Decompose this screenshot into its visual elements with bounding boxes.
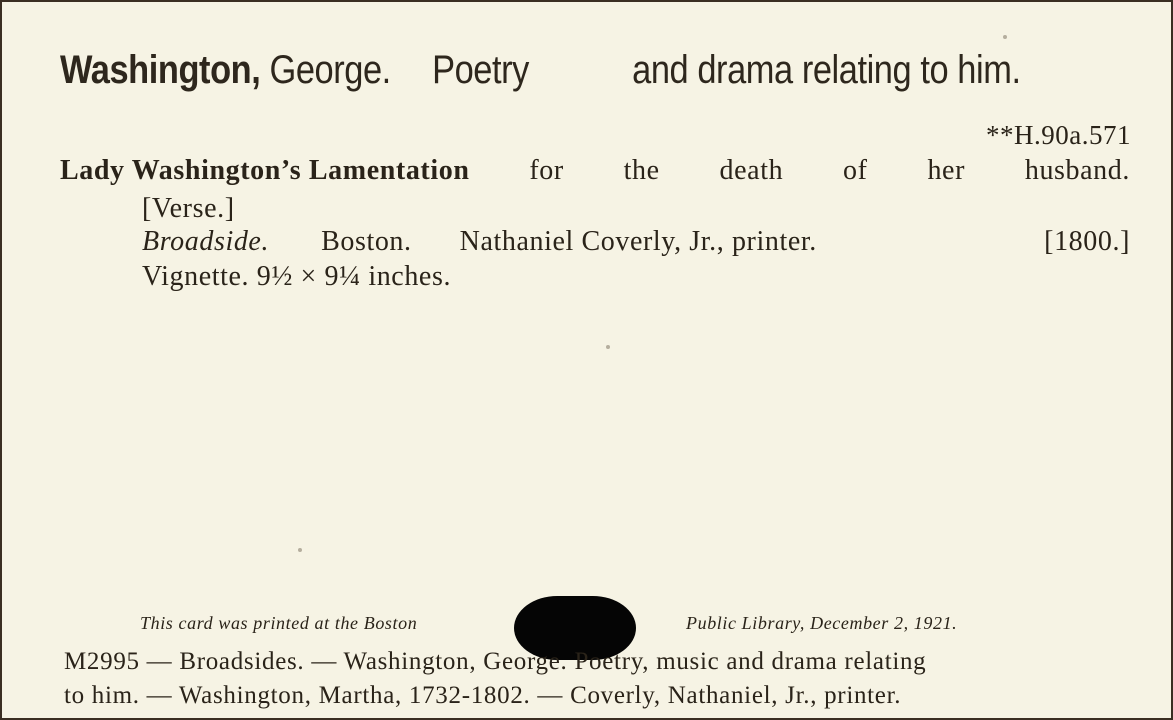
tracing-line-2: to him. — Washington, Martha, 1732-1802. — Coverly, Nathaniel, Jr., printer. xyxy=(64,682,902,709)
card-imprint-left: This card was printed at the Boston xyxy=(140,613,418,633)
heading-forename: George. xyxy=(269,48,391,92)
title-word: husband. xyxy=(1024,155,1130,186)
physical-description: Vignette. 9½ × 9¼ inches. xyxy=(142,261,452,292)
title-word: her xyxy=(927,155,965,186)
title-word: of xyxy=(843,155,868,186)
paper-speck xyxy=(1003,35,1007,39)
entry-form: Broadside. xyxy=(142,226,270,257)
entry-printer: Nathaniel Coverly, Jr., printer. xyxy=(459,226,817,257)
entry-title: Lady Washington’s Lamentation xyxy=(60,155,470,186)
heading-subject-part1: Poetry xyxy=(432,48,529,92)
call-number: **H.90a.571 xyxy=(986,120,1131,150)
entry-place: Boston. xyxy=(321,226,412,257)
paper-speck xyxy=(298,548,302,552)
title-word: death xyxy=(719,155,784,186)
tracing-line-1: M2995 — Broadsides. — Washington, George. Poetry, music and drama relating xyxy=(64,648,927,675)
form-note: [Verse.] xyxy=(142,193,235,224)
title-word: for xyxy=(529,155,564,186)
heading-surname: Washington, xyxy=(60,48,261,92)
subject-heading xyxy=(60,48,1021,93)
entry-date: [1800.] xyxy=(1044,226,1130,257)
imprint-line xyxy=(142,226,1130,258)
title-word: the xyxy=(623,155,660,186)
card-imprint-right: Public Library, December 2, 1921. xyxy=(686,613,958,633)
paper-speck xyxy=(606,345,610,349)
heading-subject-part2: and drama relating to him. xyxy=(632,48,1021,92)
title-line xyxy=(60,155,1130,187)
